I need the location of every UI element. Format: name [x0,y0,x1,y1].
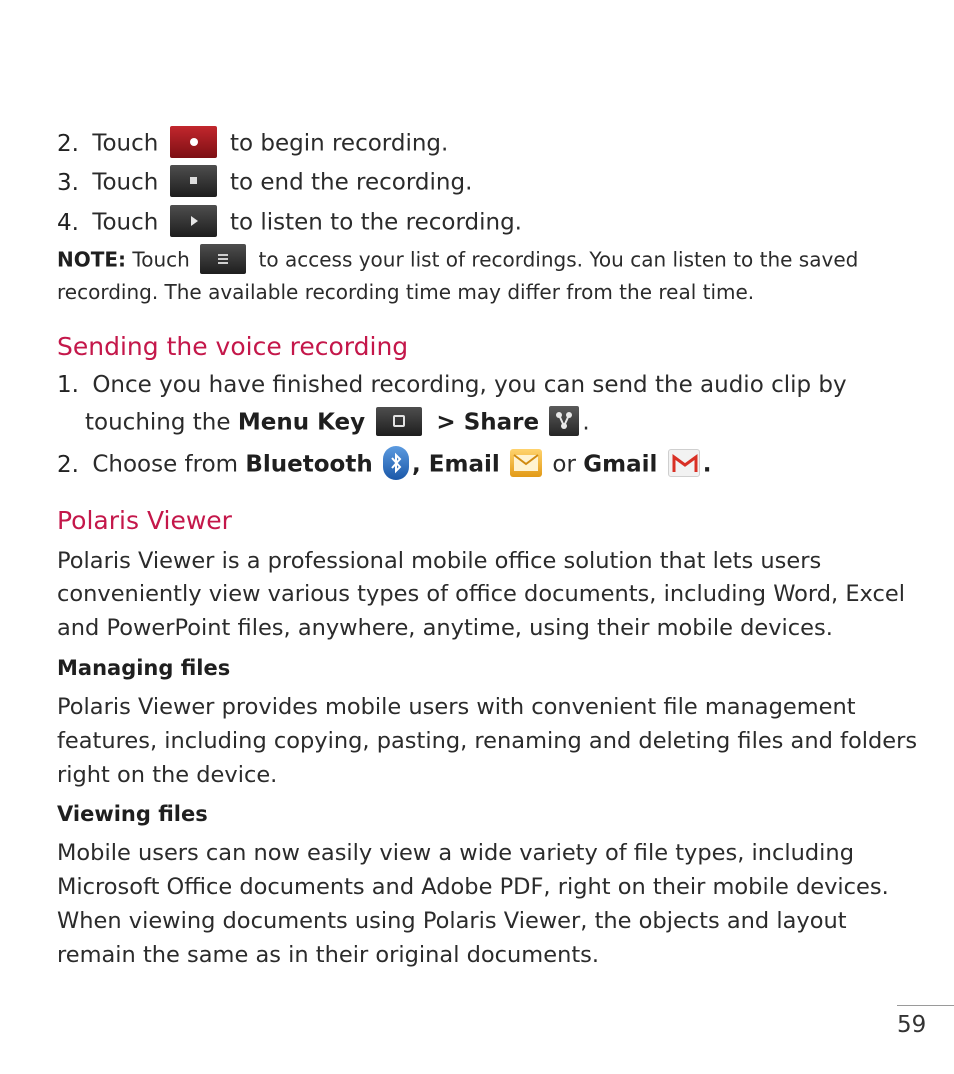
note-text-pre: Touch [132,247,190,272]
email-label: , Email [412,451,500,478]
managing-line: features, including copying, pasting, renaming and deleting files and folders [57,728,918,754]
polaris-intro-line: Polaris Viewer is a professional mobile office solution that lets users [57,548,822,574]
sending-step-1-line-1 [57,372,847,398]
step-text-post: to end the recording. [229,169,473,196]
polaris-intro-line: conveniently view various types of office documents, including Word, Excel [57,581,905,607]
note-line-2: recording. The available recording time may differ from the real time. [57,280,755,304]
viewing-line: Mobile users can now easily view a wide variety of file types, including [57,840,854,866]
bluetooth-icon [383,446,409,480]
sentence-end: . [582,409,590,436]
step-number: 1. [57,372,79,398]
step-text-pre: Touch [92,209,159,236]
step-number: 2. [57,130,79,157]
sending-step-2 [57,448,711,482]
viewing-line: Microsoft Office documents and Adobe PDF, right on their mobile devices. [57,874,889,900]
step-number: 3. [57,169,79,196]
play-icon [170,205,217,237]
sending-step-1-line-2 [85,408,590,438]
step-number: 2. [57,451,79,478]
page-number: 59 [897,1012,927,1038]
note-line-1 [57,246,858,276]
bluetooth-label: Bluetooth [245,451,373,478]
step-end-recording [57,167,472,199]
step-number: 4. [57,209,79,236]
sentence-end: . [702,451,712,478]
step-text-post: to listen to the recording. [229,209,522,236]
stop-icon [170,165,217,197]
subheading-viewing-files: Viewing files [57,802,208,826]
share-icon [549,406,579,436]
section-heading-sending: Sending the voice recording [57,332,409,361]
step-begin-recording [57,128,448,160]
viewing-line: When viewing documents using Polaris Viewer, the objects and layout [57,908,847,934]
menu-list-icon [200,244,246,274]
step-text: Once you have finished recording, you can send the audio clip by [92,372,847,398]
step-text-pre: Touch [92,169,159,196]
note-text-post: to access your list of recordings. You can listen to the saved [258,247,859,272]
email-icon [510,449,542,477]
polaris-intro-line: and PowerPoint files, anywhere, anytime, using their mobile devices. [57,615,833,641]
subheading-managing-files: Managing files [57,656,231,680]
step-listen-recording [57,207,522,239]
footer-divider [897,1005,954,1006]
step-text-post: to begin recording. [229,130,449,157]
step-text-pre: touching the [85,409,238,436]
gmail-icon [668,449,700,477]
managing-line: right on the device. [57,762,278,788]
section-heading-polaris: Polaris Viewer [57,506,232,535]
note-label: NOTE: [57,247,127,272]
menu-key-icon [376,407,422,436]
record-icon [170,126,217,158]
step-text-pre: Touch [92,130,159,157]
step-text-pre: Choose from [92,451,246,478]
viewing-line: remain the same as in their original documents. [57,942,600,968]
or-text: or [545,451,584,478]
menu-key-label: Menu Key [237,409,366,436]
gmail-label: Gmail [583,451,658,478]
share-label: > Share [428,409,540,436]
managing-line: Polaris Viewer provides mobile users with convenient file management [57,694,856,720]
